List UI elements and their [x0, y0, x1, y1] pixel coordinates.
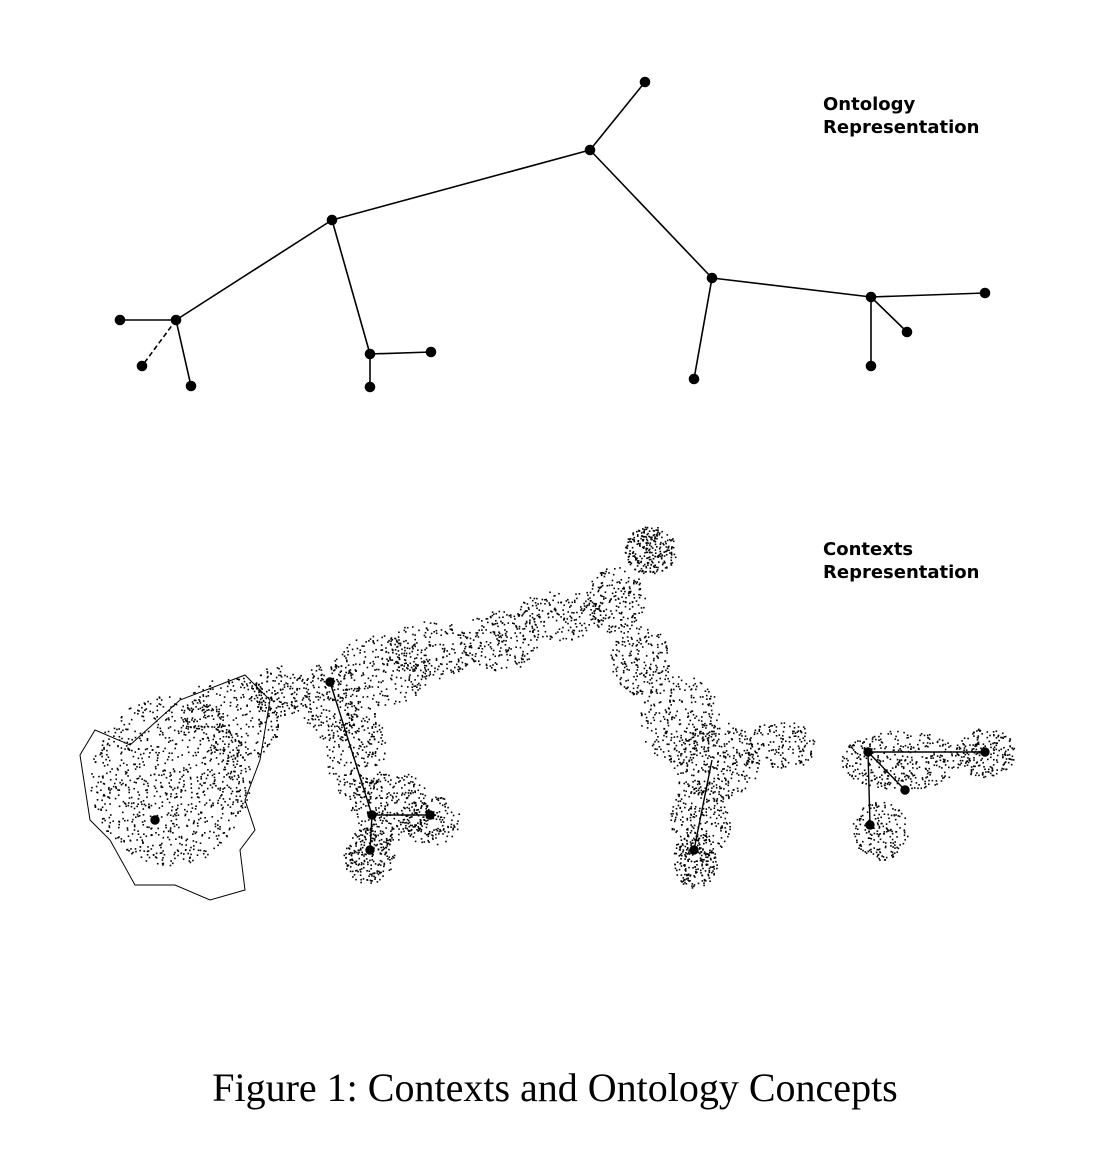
- skeleton-node: [864, 748, 872, 756]
- tree-edge: [590, 82, 645, 150]
- ontology-label: [823, 93, 979, 139]
- tree-node: [903, 328, 912, 337]
- contexts-label-line2: Representation: [823, 562, 980, 583]
- skeleton-edge: [868, 752, 905, 790]
- tree-node: [641, 78, 650, 87]
- tree-edge: [871, 297, 907, 332]
- tree-edge: [176, 220, 332, 320]
- tree-edge: [332, 220, 370, 354]
- skeleton-node: [690, 846, 698, 854]
- skeleton-node: [366, 846, 374, 854]
- skeleton-node: [151, 816, 159, 824]
- tree-node: [867, 362, 876, 371]
- tree-node: [366, 350, 375, 359]
- skeleton-edge: [370, 815, 372, 850]
- skeleton-node: [326, 678, 334, 686]
- skeleton-node: [981, 748, 989, 756]
- tree-node: [708, 274, 717, 283]
- tree-node: [172, 316, 181, 325]
- contexts-label: [823, 538, 979, 584]
- tree-node: [328, 216, 337, 225]
- tree-edge: [590, 150, 712, 278]
- ontology-label-line1: Ontology: [823, 94, 916, 115]
- tree-node: [867, 293, 876, 302]
- tree-edge: [142, 320, 176, 366]
- skeleton-node: [901, 786, 909, 794]
- contexts-skeleton: [151, 678, 989, 854]
- contexts-label-line1: Contexts: [823, 539, 914, 560]
- tree-node: [116, 316, 125, 325]
- tree-node: [690, 375, 699, 384]
- tree-edge: [176, 320, 191, 386]
- skeleton-node: [866, 821, 874, 829]
- tree-node: [586, 146, 595, 155]
- tree-edge: [871, 293, 985, 297]
- tree-edge: [694, 278, 712, 379]
- tree-edge: [370, 352, 431, 354]
- tree-edge: [332, 150, 590, 220]
- tree-node: [187, 382, 196, 391]
- ontology-label-line2: Representation: [823, 117, 980, 138]
- tree-node: [427, 348, 436, 357]
- skeleton-node: [426, 811, 434, 819]
- skeleton-node: [368, 811, 376, 819]
- tree-node: [138, 362, 147, 371]
- tree-edge: [712, 278, 871, 297]
- tree-node: [366, 383, 375, 392]
- tree-node: [981, 289, 990, 298]
- figure-caption: Figure 1: Contexts and Ontology Concepts: [212, 1065, 898, 1110]
